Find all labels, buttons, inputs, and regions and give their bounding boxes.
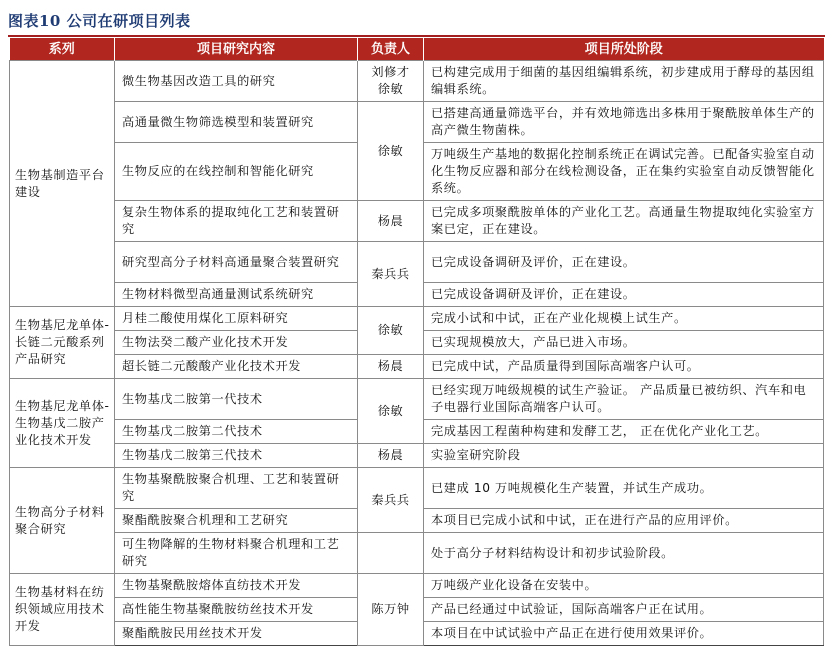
table-row [10, 242, 824, 283]
stage-cell: 已构建完成用于细菌的基因组编辑系统，初步建成用于酵母的基因组编辑系统。 [424, 61, 824, 102]
project-cell: 生物基戊二胺第一代技术 [115, 379, 358, 420]
stage-cell: 产品已经通过中试验证，国际高端客户正在试用。 [424, 598, 824, 622]
table-row [10, 307, 824, 331]
owner-name: 刘修才 徐敏 [371, 65, 410, 96]
header-project: 项目研究内容 [115, 38, 358, 61]
stage-cell: 实验室研究阶段 [424, 444, 824, 468]
owner-cell: 秦兵兵 [358, 468, 424, 533]
table-row [10, 574, 824, 598]
stage-cell: 万吨级产业化设备在安装中。 [424, 574, 824, 598]
category-cell: 生物基尼龙单体-长链二元酸系列产品研究 [10, 307, 115, 379]
owner-cell [358, 533, 424, 574]
owner-cell: 徐敏 [358, 307, 424, 355]
category-cell: 生物基制造平台建设 [10, 61, 115, 307]
project-cell: 生物基聚酰胺熔体直纺技术开发 [115, 574, 358, 598]
table-row [10, 61, 824, 102]
category-cell: 生物高分子材料聚合研究 [10, 468, 115, 574]
header-owner: 负责人 [358, 38, 424, 61]
header-stage: 项目所处阶段 [424, 38, 824, 61]
project-cell: 聚酯酰胺民用丝技术开发 [115, 622, 358, 646]
project-cell: 微生物基因改造工具的研究 [115, 61, 358, 102]
stage-cell: 已经实现万吨级规模的试生产验证。 产品质量已被纺织、汽车和电子电器行业国际高端客户认可。 [424, 379, 824, 420]
header-series: 系列 [10, 38, 115, 61]
project-cell: 复杂生物体系的提取纯化工艺和装置研究 [115, 201, 358, 242]
project-cell: 生物反应的在线控制和智能化研究 [115, 143, 358, 201]
project-cell: 生物法癸二酸产业化技术开发 [115, 331, 358, 355]
project-cell: 高性能生物基聚酰胺纺丝技术开发 [115, 598, 358, 622]
project-cell: 研究型高分子材料高通量聚合装置研究 [115, 242, 358, 283]
table-row [10, 379, 824, 420]
owner-cell: 徐敏 [358, 379, 424, 444]
project-cell: 月桂二酸使用煤化工原料研究 [115, 307, 358, 331]
table-row [10, 533, 824, 574]
owner-cell: 杨晨 [358, 201, 424, 242]
category-cell: 生物基材料在纺织领域应用技术开发 [10, 574, 115, 646]
owner-cell: 徐敏 [358, 102, 424, 201]
project-cell: 可生物降解的生物材料聚合机理和工艺研究 [115, 533, 358, 574]
stage-cell: 已完成中试，产品质量得到国际高端客户认可。 [424, 355, 824, 379]
project-table [9, 38, 824, 646]
owner-cell: 杨晨 [358, 444, 424, 468]
stage-cell: 已完成设备调研及评价，正在建设。 [424, 242, 824, 283]
project-cell: 高通量微生物筛选模型和装置研究 [115, 102, 358, 143]
table-row [10, 355, 824, 379]
stage-cell: 处于高分子材料结构设计和初步试验阶段。 [424, 533, 824, 574]
stage-cell: 已搭建高通量筛选平台，并有效地筛选出多株用于聚酰胺单体生产的高产微生物菌株。 [424, 102, 824, 143]
stage-cell: 已实现规模放大，产品已进入市场。 [424, 331, 824, 355]
category-cell: 生物基尼龙单体-生物基戊二胺产业化技术开发 [10, 379, 115, 468]
stage-cell: 已建成 10 万吨规模化生产装置，并试生产成功。 [424, 468, 824, 509]
project-cell: 生物材料微型高通量测试系统研究 [115, 283, 358, 307]
stage-cell: 已完成多项聚酰胺单体的产业化工艺。高通量生物提取纯化实验室方案已定，正在建设。 [424, 201, 824, 242]
stage-cell: 万吨级生产基地的数据化控制系统正在调试完善。已配备实验室自动化生物反应器和部分在线检测设备，正在集约实验室自动反馈智能化系统。 [424, 143, 824, 201]
owner-cell: 秦兵兵 [358, 242, 424, 307]
figure-title: 图表10 公司在研项目列表 [8, 12, 191, 30]
project-cell: 生物基戊二胺第三代技术 [115, 444, 358, 468]
table-row [10, 468, 824, 509]
owner-cell [358, 61, 424, 102]
stage-cell: 本项目在中试试验中产品正在进行使用效果评价。 [424, 622, 824, 646]
header-row [10, 38, 824, 61]
project-cell: 超长链二元酸酸产业化技术开发 [115, 355, 358, 379]
stage-cell: 完成小试和中试，正在产业化规模上试生产。 [424, 307, 824, 331]
table-row [10, 102, 824, 143]
table-row [10, 444, 824, 468]
owner-cell: 陈万钟 [358, 574, 424, 646]
project-cell: 生物基戊二胺第二代技术 [115, 420, 358, 444]
owner-cell: 杨晨 [358, 355, 424, 379]
title-divider [8, 35, 825, 37]
project-cell: 生物基聚酰胺聚合机理、工艺和装置研究 [115, 468, 358, 509]
stage-cell: 完成基因工程菌种构建和发酵工艺， 正在优化产业化工艺。 [424, 420, 824, 444]
stage-cell: 已完成设备调研及评价，正在建设。 [424, 283, 824, 307]
stage-cell: 本项目已完成小试和中试，正在进行产品的应用评价。 [424, 509, 824, 533]
project-cell: 聚酯酰胺聚合机理和工艺研究 [115, 509, 358, 533]
table-row [10, 201, 824, 242]
